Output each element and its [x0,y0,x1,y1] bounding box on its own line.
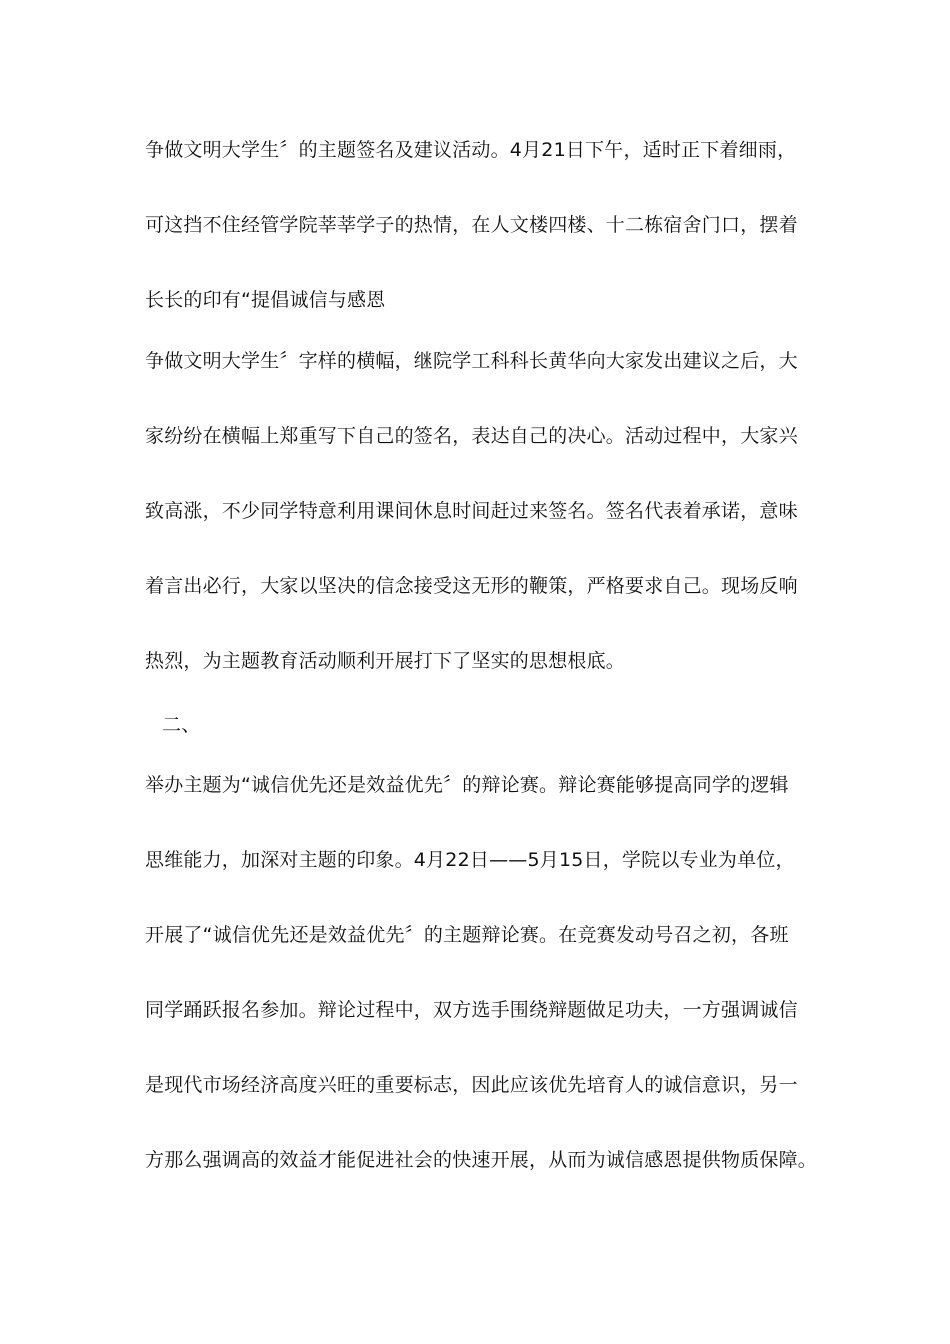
paragraph-line: 是现代市场经济高度兴旺的重要标志，因此应该优先培育人的诚信意识，另一 [145,1074,798,1096]
paragraph-line: 可这挡不住经管学院莘莘学子的热情，在人文楼四楼、十二栋宿舍门口，摆着 [145,214,798,236]
paragraph-line: 热烈，为主题教育活动顺利开展打下了坚实的思想根底。 [145,650,626,672]
paragraph-line: 家纷纷在横幅上郑重写下自己的签名，表达自己的决心。活动过程中，大家兴 [145,425,798,447]
paragraph-line: 着言出必行，大家以坚决的信念接受这无形的鞭策，严格要求自己。现场反响 [145,575,798,597]
paragraph-line: 方那么强调高的效益才能促进社会的快速开展，从而为诚信感恩提供物质保障。 [145,1149,818,1171]
paragraph-line: 思维能力，加深对主题的印象。4月22日——5月15日，学院以专业为单位， [145,849,795,871]
paragraph-line: 同学踊跃报名参加。辩论过程中，双方选手围绕辩题做足功夫，一方强调诚信 [145,999,798,1021]
paragraph-line: 举办主题为“诚信优先还是效益优先〞的辩论赛。辩论赛能够提高同学的逻辑 [145,774,789,796]
paragraph-line: 长长的印有“提倡诚信与感恩 [145,289,386,311]
paragraph-line: 争做文明大学生〞的主题签名及建议活动。4月21日下午，适时正下着细雨， [145,139,797,161]
paragraph-line: 争做文明大学生〞字样的横幅，继院学工科科长黄华向大家发出建议之后，大 [145,350,798,372]
paragraph-line: 致高涨，不少同学特意利用课间休息时间赶过来签名。签名代表着承诺，意味 [145,500,798,522]
paragraph-line: 开展了“诚信优先还是效益优先〞的主题辩论赛。在竞赛发动号召之初，各班 [145,924,789,946]
section-heading: 二、 [162,714,201,736]
